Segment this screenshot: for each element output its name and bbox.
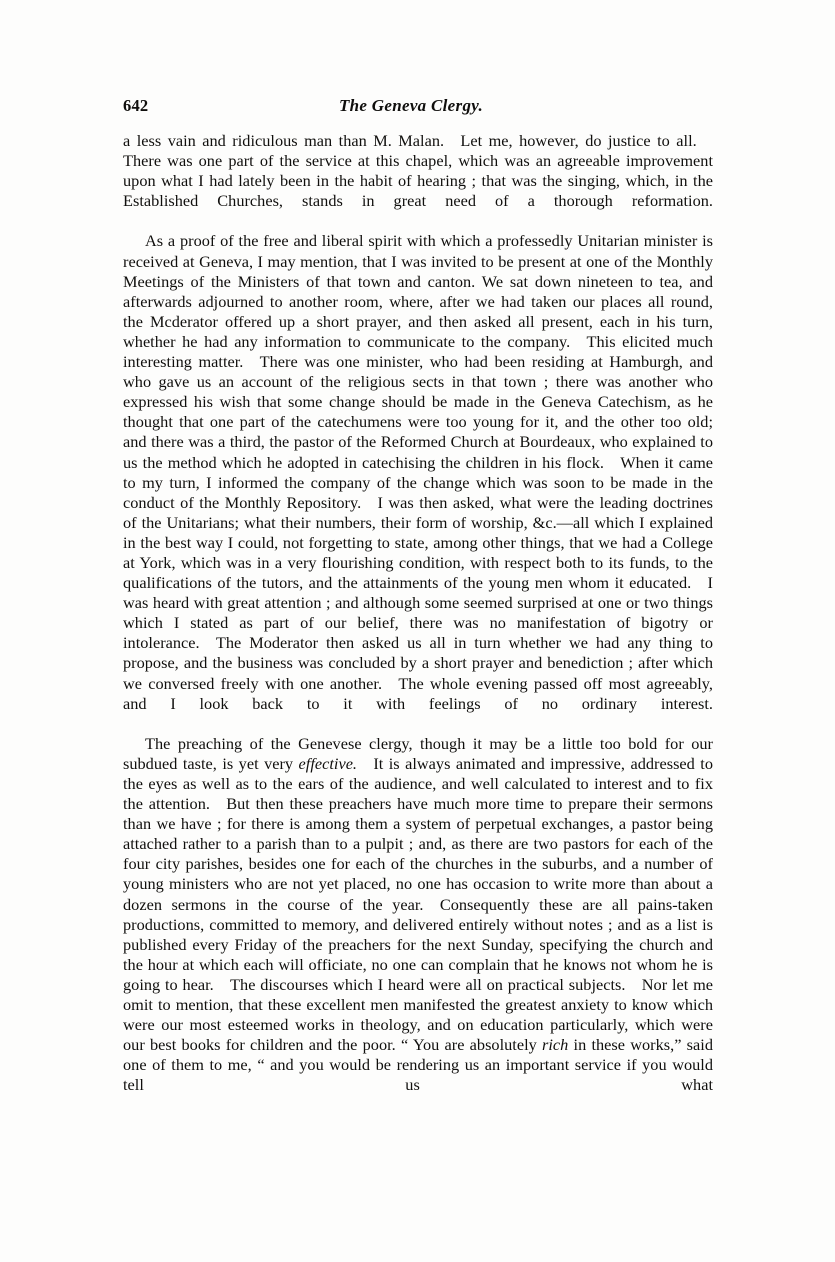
paragraph: As a proof of the free and liberal spirit with which a professedly Unitarian minister is received at Geneva, I may mention, that I was invited to be present at one of the Monthly Meetings of the Ministers of that town and canton. We sat down nineteen to tea, and afterwards adjourned to another room, where, after we had taken our places all round, the Mcderator offered up a short prayer, and then asked all present, each in his turn, whether he had any information to communicate to the company. This elicited much interesting matter. There was one minister, who had been residing at Hamburgh, and who gave us an account of the religious sects in that town ; there was another who expressed his wish that some change should be made in the Geneva Catechism, as he thought that one part of the catechumens were too young for it, and the other too old; and there was a third, the pastor of the Reformed Church at Bourdeaux, who explained to us the method which he adopted in catechising the children in his flock. When it came to my turn, I informed the company of the change which was soon to be made in the conduct of the Monthly Repository. I was then asked, what were the leading doctrines of the Unitarians; what their numbers, their form of worship, &c.—all which I explained in the best way I could, not forgetting to state, among other things, that we had a College at York, which was in a very flourishing condition, with respect both to its funds, to the qualifications of the tutors, and the attainments of the young men whom it educated. I was heard with great attention ; and although some seemed surprised at one or two things which I stated as part of our belief, there was no manifestation of bigotry or intolerance. The Moderator then asked us all in turn whether we had any thing to propose, and the business was concluded by a short prayer and benediction ; after which we conversed freely with one another. The whole evening passed off most agreeably, and I look back to it with feelings of no ordinary interest. [123, 231, 713, 713]
paragraph: a less vain and ridiculous man than M. Malan. Let me, however, do justice to all. There was one part of the service at this chapel, which was an agreeable improvement upon what I had lately been in the habit of hearing ; that was the singing, which, in the Established Churches, stands in great need of a thorough reformation. [123, 131, 713, 211]
emphasis-text: rich [542, 1035, 569, 1055]
text-column [123, 131, 713, 1116]
emphasis-text: effective. [298, 753, 358, 773]
paragraph: The preaching of the Genevese clergy, though it may be a little too bold for our subdued taste, is yet very effective. It is always animated and impressive, addressed to the eyes as well as to the ears of the audience, and well calculated to interest and to fix the attention. But then these preachers have much more time to prepare their sermons than we have ; for there is among them a system of perpetual exchanges, a pastor being attached rather to a parish than to a pulpit ; and, as there are two pastors for each of the four city parishes, besides one for each of the churches in the suburbs, and a number of young ministers who are not yet placed, no one has occasion to write more than about a dozen sermons in the course of the year. Consequently these are all pains-taken productions, committed to memory, and delivered entirely without notes ; and as a list is published every Friday of the preachers for the next Sunday, specifying the church and the hour at which each will officiate, no one can complain that he knows not whom he is going to hear. The discourses which I heard were all on practical subjects. Nor let me omit to mention, that these excellent men manifested the greatest anxiety to know which were our most esteemed works in theology, and on education particularly, which were our best books for children and the poor. “ You are absolutely rich in these works,” said one of them to me, “ and you would be rendering us an important service if you would tell us what [123, 733, 713, 1095]
running-head [123, 96, 713, 120]
running-title: The Geneva Clergy. [338, 96, 484, 115]
page-number: 642 [123, 96, 149, 115]
